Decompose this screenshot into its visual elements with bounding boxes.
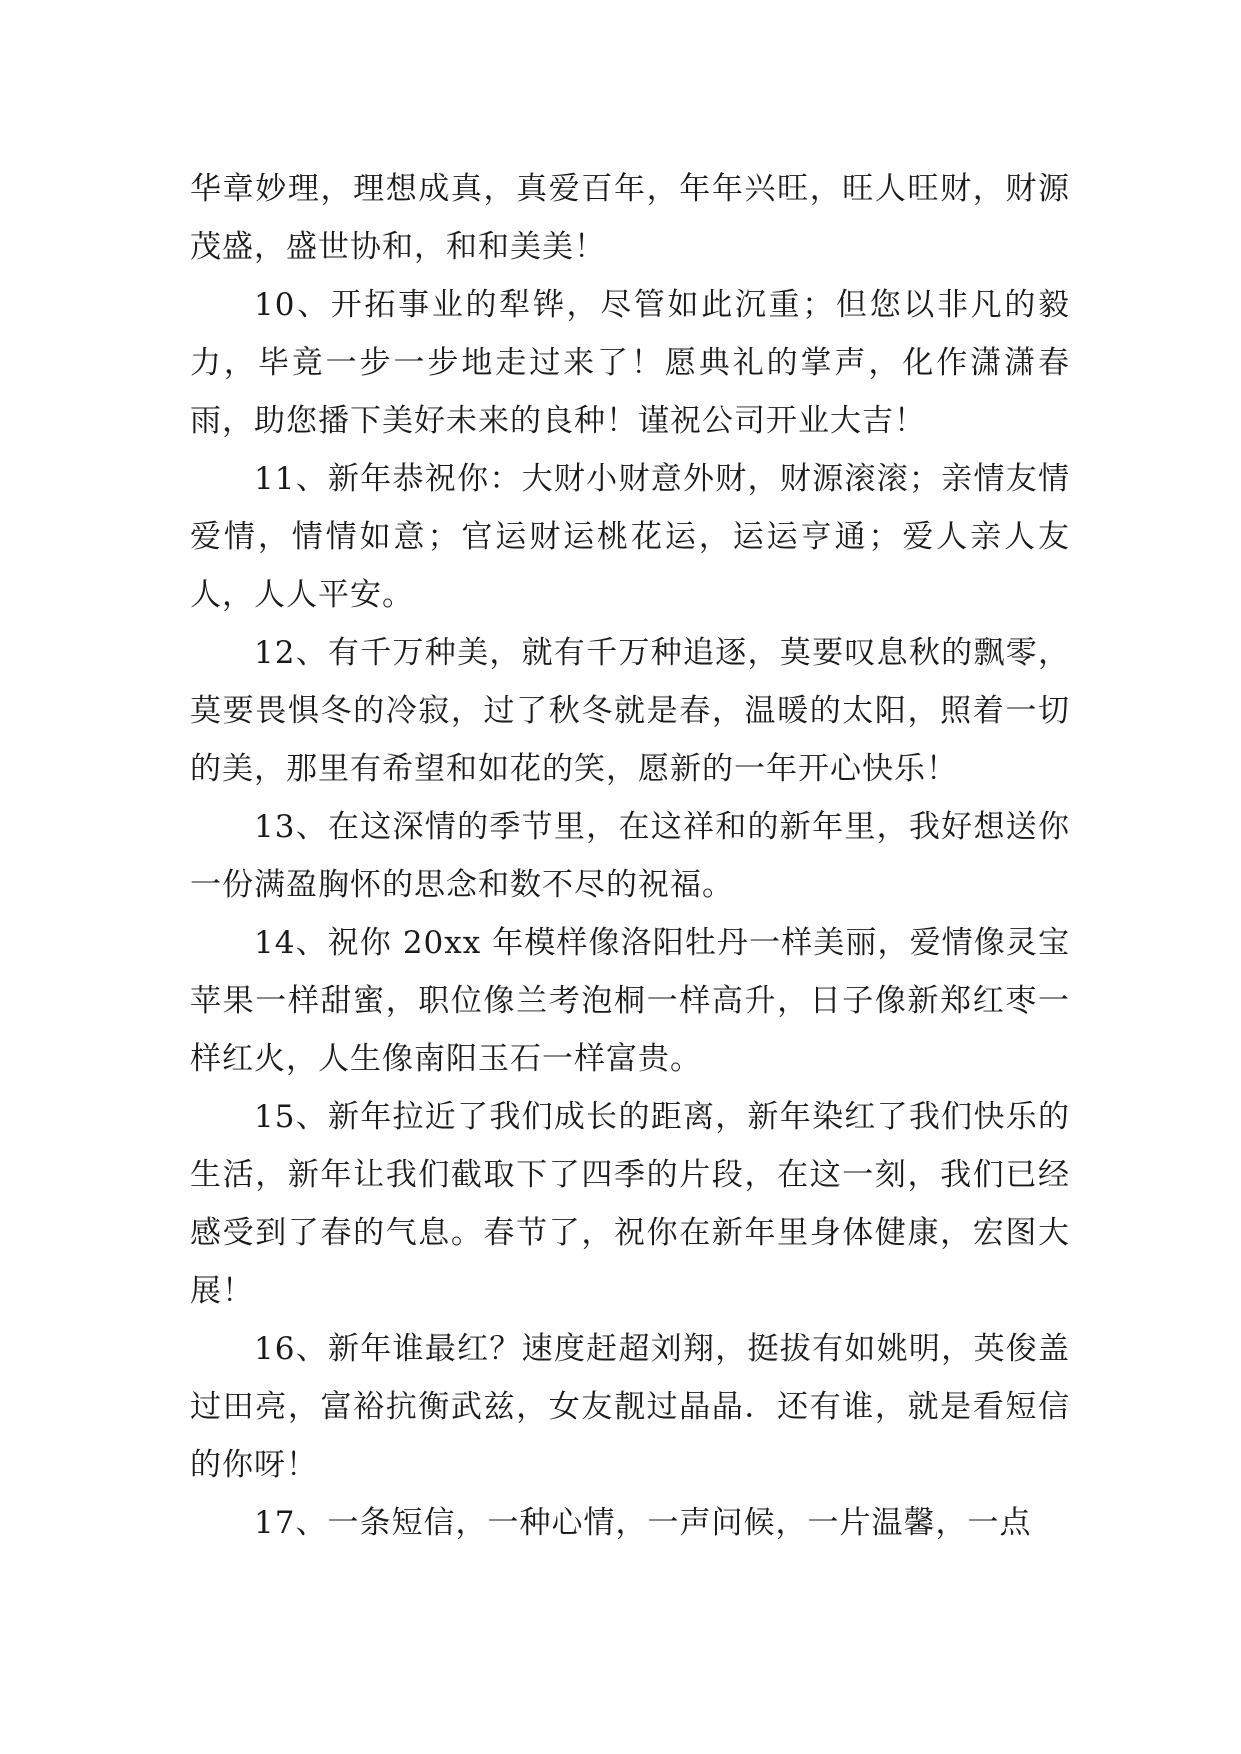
paragraph-13: 13、在这深情的季节里，在这祥和的新年里，我好想送你一份满盈胸怀的思念和数不尽的祝福。 <box>190 809 1070 903</box>
paragraph-10: 10、开拓事业的犁铧，尽管如此沉重；但您以非凡的毅力，毕竟一步一步地走过来了！愿典礼的掌声，化作潇潇春雨，助您播下美好未来的良种！谨祝公司开业大吉！ <box>190 287 1070 439</box>
paragraph-17: 17、一条短信，一种心情，一声问候，一片温馨，一点 <box>254 1505 1032 1541</box>
paragraph-16: 16、新年谁最红？速度赶超刘翔，挺拔有如姚明，英俊盖过田亮，富裕抗衡武兹，女友靓过晶晶．还有谁，就是看短信的你呀！ <box>190 1331 1070 1483</box>
paragraph-12: 12、有千万种美，就有千万种追逐，莫要叹息秋的飘零，莫要畏惧冬的冷寂，过了秋冬就是春，温暖的太阳，照着一切的美，那里有希望和如花的笑，愿新的一年开心快乐！ <box>190 635 1070 787</box>
paragraph-14: 14、祝你 20xx 年模样像洛阳牡丹一样美丽，爱情像灵宝苹果一样甜蜜，职位像兰考泡桐一样高升，日子像新郑红枣一样红火，人生像南阳玉石一样富贵。 <box>190 925 1070 1077</box>
document-body <box>190 160 1070 1552</box>
paragraph-15: 15、新年拉近了我们成长的距离，新年染红了我们快乐的生活，新年让我们截取下了四季的片段，在这一刻，我们已经感受到了春的气息。春节了，祝你在新年里身体健康，宏图大展！ <box>190 1099 1070 1309</box>
paragraph-continuation: 华章妙理，理想成真，真爱百年，年年兴旺，旺人旺财，财源茂盛，盛世协和，和和美美！ <box>190 171 1070 265</box>
paragraph-11: 11、新年恭祝你：大财小财意外财，财源滚滚；亲情友情爱情，情情如意；官运财运桃花运，运运亨通；爱人亲人友人，人人平安。 <box>190 461 1070 613</box>
